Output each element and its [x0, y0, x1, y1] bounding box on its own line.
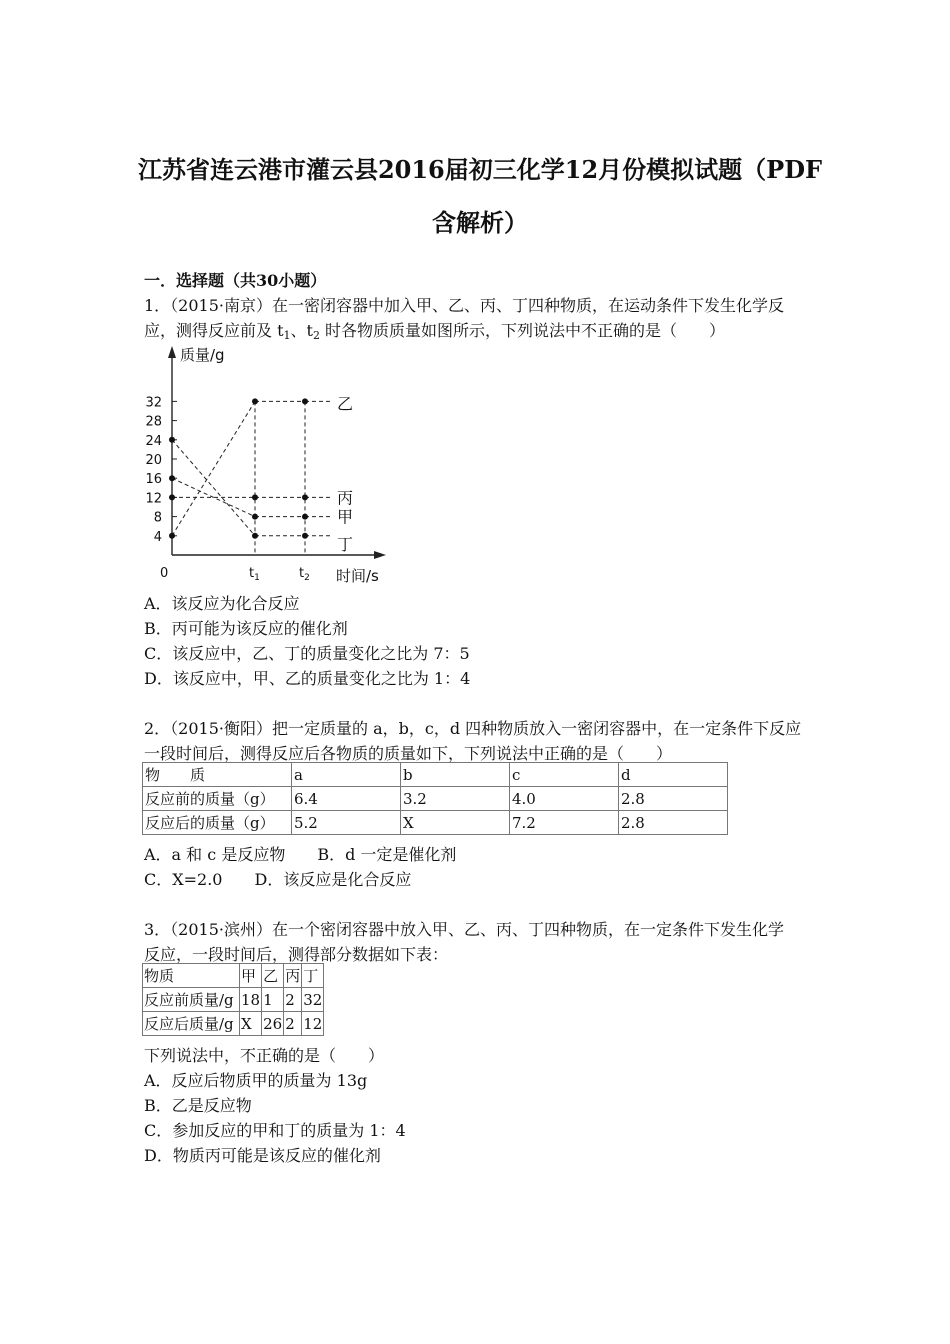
y-tick-label: 4 [153, 529, 162, 545]
table-cell: 12 [302, 1012, 324, 1036]
table-cell: X [240, 1012, 262, 1036]
table-cell: a [292, 763, 401, 787]
data-point [169, 494, 175, 500]
series-label: 甲 [337, 507, 354, 527]
table-cell: 反应前质量/g [143, 988, 240, 1012]
table-cell: 丙 [284, 964, 302, 988]
q1-stem-part-b: 、t [290, 321, 313, 340]
x-tick-label: $t_2$ [299, 566, 310, 583]
table-cell: 丁 [302, 964, 324, 988]
table-row [143, 811, 728, 835]
q3-stem-line-2: 反应，一段时间后，测得部分数据如下表： [144, 945, 449, 964]
q3-question: 下列说法中，不正确的是（ ） [144, 1046, 385, 1065]
q1-option-c: C．该反应中，乙、丁的质量变化之比为 7：5 [144, 644, 470, 663]
data-point [252, 514, 258, 520]
table-cell: 乙 [262, 964, 284, 988]
table-cell: 反应后的质量（g） [143, 811, 292, 835]
q2-options-line-1: A．a 和 c 是反应物 B．d 一定是催化剂 [144, 845, 457, 864]
series-label: 乙 [337, 394, 354, 414]
q3-option-a: A．反应后物质甲的质量为 13g [144, 1071, 368, 1090]
table-cell: 18 [240, 988, 262, 1012]
table-cell: 3.2 [401, 787, 510, 811]
y-tick-label: 28 [145, 414, 162, 430]
q1-stem-part-c: 时各物质质量如图所示，下列说法中不正确的是（ ） [319, 321, 726, 340]
x-axis-label: 时间/s [336, 567, 379, 585]
mass-time-chart [140, 340, 400, 590]
x-tick-label: $t_1$ [249, 566, 260, 583]
y-tick-label: 16 [145, 472, 162, 488]
table-cell: 4.0 [510, 787, 619, 811]
y-tick-label: 12 [145, 491, 162, 507]
x-axis-arrow [374, 551, 386, 559]
table-cell: 物 质 [143, 763, 292, 787]
data-point [169, 437, 175, 443]
table-row [143, 964, 324, 988]
table-row [143, 787, 728, 811]
q3-table [142, 963, 324, 1036]
data-point [252, 398, 258, 404]
table-cell: 2 [284, 1012, 302, 1036]
table-cell: 反应前的质量（g） [143, 787, 292, 811]
y-axis-label: 质量/g [180, 346, 225, 364]
q1-stem-line-1: 1．（2015·南京）在一密闭容器中加入甲、乙、丙、丁四种物质，在运动条件下发生化学反 [144, 296, 784, 315]
table-cell: 2 [284, 988, 302, 1012]
q1-sub-1: 1 [283, 329, 291, 342]
table-cell: d [619, 763, 728, 787]
q2-stem-line-2: 一段时间后，测得反应后各物质的质量如下，下列说法中正确的是（ ） [144, 744, 673, 763]
y-tick-label: 8 [153, 510, 162, 526]
table-row [143, 1012, 324, 1036]
q1-option-b: B．丙可能为该反应的催化剂 [144, 619, 348, 638]
q1-option-d: D．该反应中，甲、乙的质量变化之比为 1：4 [144, 669, 471, 688]
data-point [302, 398, 308, 404]
series-label: 丁 [337, 534, 354, 554]
table-row [143, 988, 324, 1012]
series-segment [172, 401, 255, 535]
q3-option-b: B．乙是反应物 [144, 1096, 252, 1115]
table-cell: X [401, 811, 510, 835]
q2-options-line-2: C．X=2.0 D．该反应是化合反应 [144, 870, 412, 889]
q2-stem-line-1: 2．（2015·衡阳）把一定质量的 a，b，c，d 四种物质放入一密闭容器中，在一定条件下反应 [144, 719, 802, 738]
data-point [302, 514, 308, 520]
q3-stem-line-1: 3．（2015·滨州）在一个密闭容器中放入甲、乙、丙、丁四种物质，在一定条件下发生化学 [144, 920, 784, 939]
page-title-line-2: 含解析） [432, 208, 528, 237]
data-point [302, 494, 308, 500]
page-title-line-1: 江苏省连云港市灌云县2016届初三化学12月份模拟试题（PDF [137, 155, 823, 184]
table-cell: 6.4 [292, 787, 401, 811]
data-point [252, 533, 258, 539]
q2-table [142, 762, 728, 835]
table-cell: 32 [302, 988, 324, 1012]
q3-option-d: D．物质丙可能是该反应的催化剂 [144, 1146, 381, 1165]
q1-stem-line-2 [144, 318, 725, 341]
series-label: 丙 [337, 488, 354, 508]
origin-label: 0 [160, 566, 169, 581]
table-cell: 反应后质量/g [143, 1012, 240, 1036]
data-point [302, 533, 308, 539]
data-point [169, 533, 175, 539]
table-row [143, 763, 728, 787]
y-tick-label: 20 [145, 453, 162, 468]
section-heading: 一．选择题（共30小题） [144, 271, 327, 290]
table-cell: 1 [262, 988, 284, 1012]
table-cell: 2.8 [619, 811, 728, 835]
q3-option-c: C．参加反应的甲和丁的质量为 1：4 [144, 1121, 406, 1140]
q1-sub-2: 2 [312, 329, 320, 342]
table-cell: 26 [262, 1012, 284, 1036]
series-segment [172, 440, 255, 536]
y-tick-label: 32 [145, 395, 162, 411]
table-cell: c [510, 763, 619, 787]
y-tick-label: 24 [145, 433, 162, 449]
table-cell: b [401, 763, 510, 787]
q1-stem-part-a: 应，测得反应前及 t [144, 321, 284, 340]
table-cell: 2.8 [619, 787, 728, 811]
table-cell: 5.2 [292, 811, 401, 835]
data-point [252, 494, 258, 500]
y-axis-arrow [168, 346, 176, 358]
data-point [169, 475, 175, 481]
q1-option-a: A．该反应为化合反应 [144, 594, 300, 613]
table-cell: 7.2 [510, 811, 619, 835]
table-cell: 甲 [240, 964, 262, 988]
table-cell: 物质 [143, 964, 240, 988]
